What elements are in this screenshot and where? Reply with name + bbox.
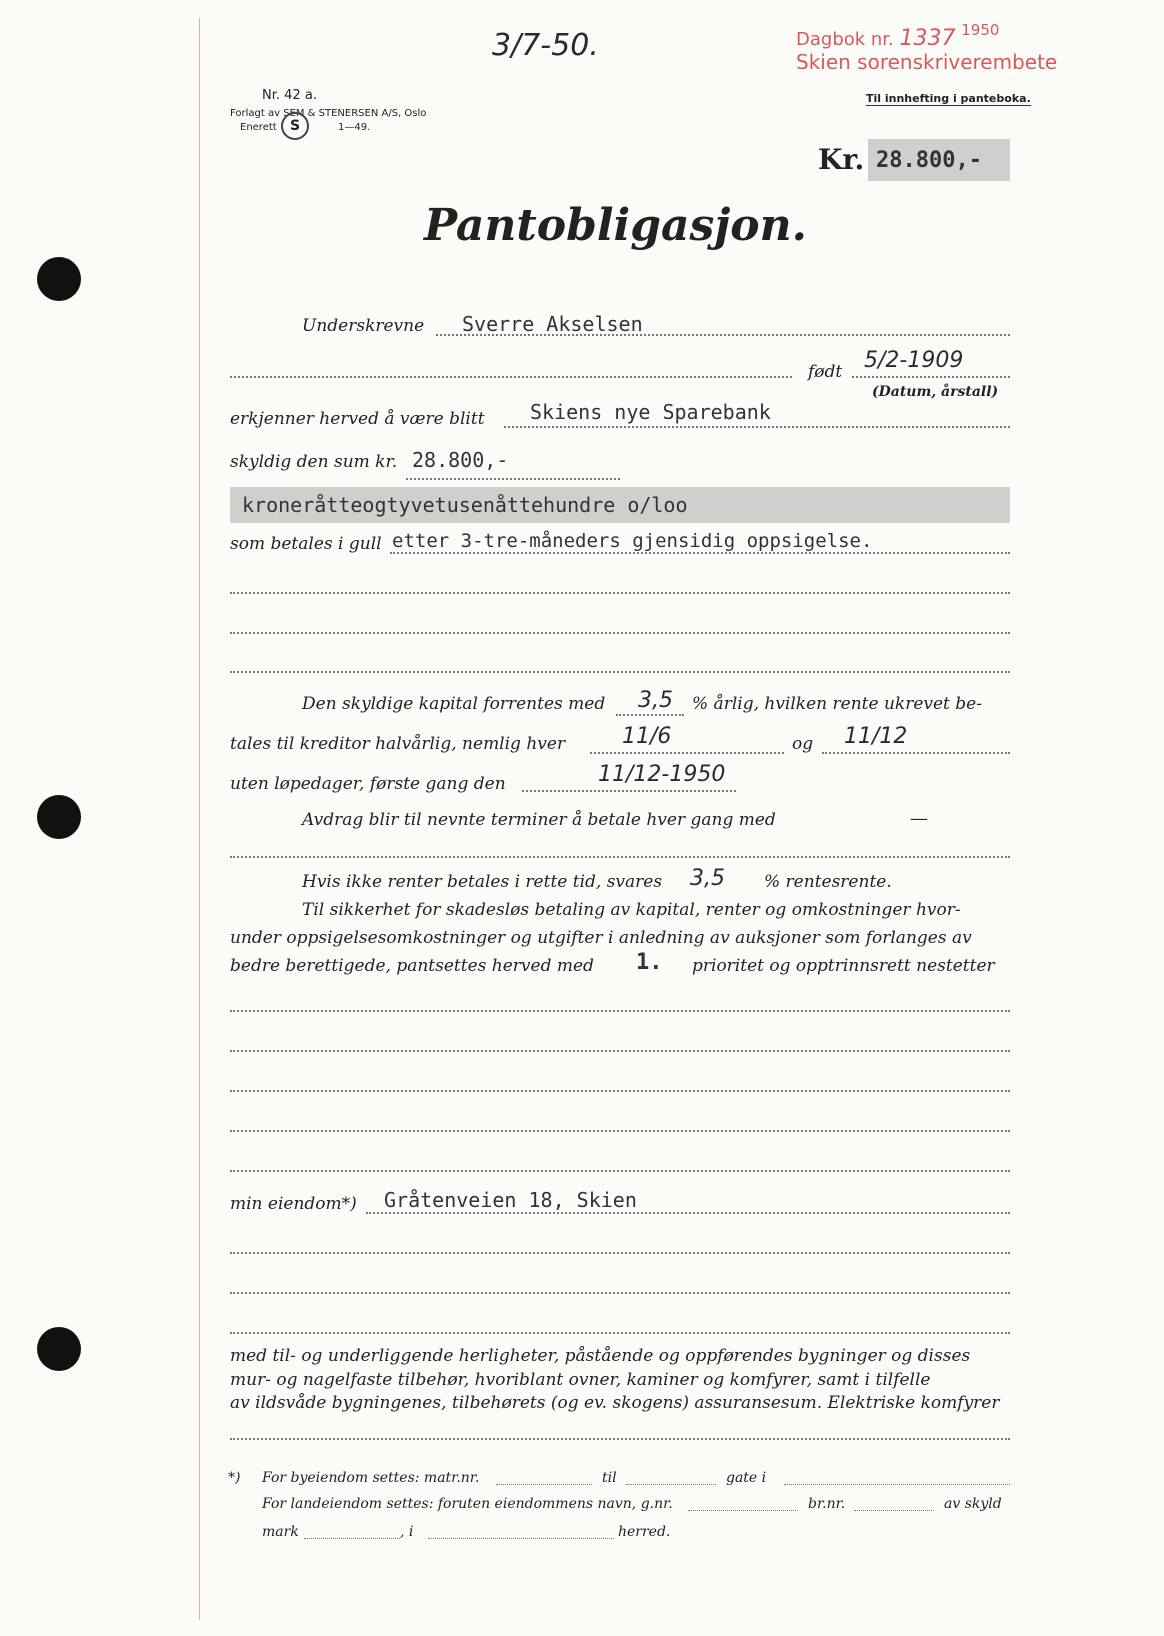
security-para2: under oppsigelsesomkostninger og utgifter i anledning av auksjoner som forlanges av xyxy=(230,928,972,948)
footnote-line-e xyxy=(854,1510,934,1511)
first-date-line xyxy=(522,790,736,792)
footnote-city-c: gate i xyxy=(726,1470,767,1486)
late-interest-rate: 3,5 xyxy=(690,866,725,891)
undersigned-label: Underskrevne xyxy=(302,316,425,336)
amount-value: 28.800,- xyxy=(876,148,982,173)
registry-stamp xyxy=(796,21,1000,51)
interest-line1-a: Den skyldige kapital forrentes med xyxy=(302,694,606,714)
interest-line2-a: tales til kreditor halvårlig, nemlig hver xyxy=(230,734,566,754)
footnote-rural-a: For landeiendom settes: foruten eiendommens navn, g.nr. xyxy=(262,1496,673,1512)
security-para1: Til sikkerhet for skadesløs betaling av kapital, renter og omkostninger hvor- xyxy=(302,900,961,920)
blank-line-1 xyxy=(230,592,1010,594)
appurtenances-line2: mur- og nagelfaste tilbehør, hvoriblant ovner, kaminer og komfyrer, samt i tilfelle xyxy=(230,1370,931,1390)
interest-and: og xyxy=(792,734,814,754)
born-label: født xyxy=(808,362,843,382)
blank-line-6 xyxy=(230,1090,1010,1092)
rate-line xyxy=(616,714,684,716)
first-payment-date: 11/12-1950 xyxy=(598,762,726,787)
blank-line-8 xyxy=(230,1170,1010,1172)
stamp-year: 1950 xyxy=(961,21,1000,39)
blank-line-3 xyxy=(230,671,1010,673)
publisher-date: 1—49. xyxy=(338,122,371,133)
creditor-value: Skiens nye Sparebank xyxy=(530,400,771,424)
blank-line-10 xyxy=(230,1292,1010,1294)
payment-line xyxy=(390,552,1010,554)
blank-line-11 xyxy=(230,1332,1010,1334)
payment-value: etter 3-tre-måneders gjensidig oppsigelse. xyxy=(392,530,873,552)
blank-line-2 xyxy=(230,632,1010,634)
late-interest-b: % rentesrente. xyxy=(764,872,892,892)
property-value: Gråtenveien 18, Skien xyxy=(384,1188,637,1212)
footnote-mark-b: , i xyxy=(400,1524,414,1540)
blank-line-9 xyxy=(230,1252,1010,1254)
publisher-enerett: Enerett xyxy=(240,122,277,133)
late-interest-a: Hvis ikke renter betales i rette tid, svares xyxy=(302,872,663,892)
born-hint: (Datum, årstall) xyxy=(872,384,999,400)
interest-date2: 11/12 xyxy=(844,724,908,749)
footnote-line-d xyxy=(688,1510,798,1511)
appurtenances-line3: av ildsvåde bygningenes, tilbehørets (og ev. skogens) assuransesum. Elektriske komfyrer xyxy=(230,1393,1000,1413)
binder-hole-top xyxy=(37,257,81,301)
interest-line3-a: uten løpedager, første gang den xyxy=(230,774,506,794)
born-line xyxy=(852,376,1010,378)
property-line xyxy=(366,1212,1010,1214)
publisher-logo: S xyxy=(281,112,309,140)
binder-hole-middle xyxy=(37,795,81,839)
amount-prefix: Kr. xyxy=(818,143,865,176)
footnote-line-b xyxy=(626,1484,716,1485)
undersigned-value: Sverre Akselsen xyxy=(462,312,643,336)
interest-date1: 11/6 xyxy=(622,724,672,749)
stamp-office: Skien sorenskriverembete xyxy=(796,50,1058,74)
dagbok-label: Dagbok nr. xyxy=(796,29,894,50)
footnote-marker: *) xyxy=(228,1470,241,1486)
creditor-label: erkjenner herved å være blitt xyxy=(230,409,485,429)
appurtenances-line1: med til- og underliggende herligheter, påstående og oppførendes bygninger og disses xyxy=(230,1346,971,1366)
name-continued-line xyxy=(230,376,792,378)
footnote-mark-a: mark xyxy=(262,1524,299,1540)
publisher-line: Forlagt av SEM & STENERSEN A/S, Oslo xyxy=(230,108,427,119)
margin-rule xyxy=(199,18,200,1620)
footnote-line-a xyxy=(496,1484,592,1485)
installment-value: — xyxy=(910,808,928,829)
blank-line-5 xyxy=(230,1050,1010,1052)
dagbok-number: 1337 xyxy=(899,26,956,51)
priority-value: 1. xyxy=(636,950,663,975)
creditor-line xyxy=(504,426,1010,428)
sum-line xyxy=(406,478,620,480)
footnote-line-f xyxy=(304,1538,400,1539)
footnote-rural-b: br.nr. xyxy=(808,1496,846,1512)
security-para3-a: bedre berettigede, pantsettes herved med xyxy=(230,956,594,976)
blank-line-4 xyxy=(230,1010,1010,1012)
footnote-line-g xyxy=(428,1538,614,1539)
date1-line xyxy=(590,752,784,754)
property-label: min eiendom*) xyxy=(230,1194,357,1214)
security-para3-b: prioritet og opptrinnsrett nestetter xyxy=(692,956,995,976)
footnote-mark-c: herred. xyxy=(618,1524,671,1540)
interest-rate: 3,5 xyxy=(638,688,673,713)
installment-text: Avdrag blir til nevnte terminer å betale hver gang med xyxy=(302,810,776,830)
installment-line xyxy=(230,856,1010,858)
form-number: Nr. 42 a. xyxy=(262,88,317,103)
binder-hole-bottom xyxy=(37,1327,81,1371)
footnote-city-b: til xyxy=(602,1470,617,1486)
born-value: 5/2-1909 xyxy=(864,348,964,373)
blank-line-12 xyxy=(230,1438,1010,1440)
footnote-city-a: For byeiendom settes: matr.nr. xyxy=(262,1470,480,1486)
page-title: Pantobligasjon. xyxy=(424,200,807,251)
sum-words: kroneråtteogtyvetusenåttehundre o/loo xyxy=(242,493,688,517)
interest-line1-b: % årlig, hvilken rente ukrevet be- xyxy=(692,694,982,714)
footnote-line-c xyxy=(784,1484,1010,1485)
footnote-rural-c: av skyld xyxy=(944,1496,1002,1512)
sum-value: 28.800,- xyxy=(412,448,509,472)
date2-line xyxy=(822,752,1010,754)
payment-label: som betales i gull xyxy=(230,534,382,554)
blank-line-7 xyxy=(230,1130,1010,1132)
sum-label: skyldig den sum kr. xyxy=(230,452,398,472)
handwritten-date: 3/7-50. xyxy=(492,28,599,63)
form-instruction: Til innhefting i panteboka. xyxy=(866,92,1031,105)
